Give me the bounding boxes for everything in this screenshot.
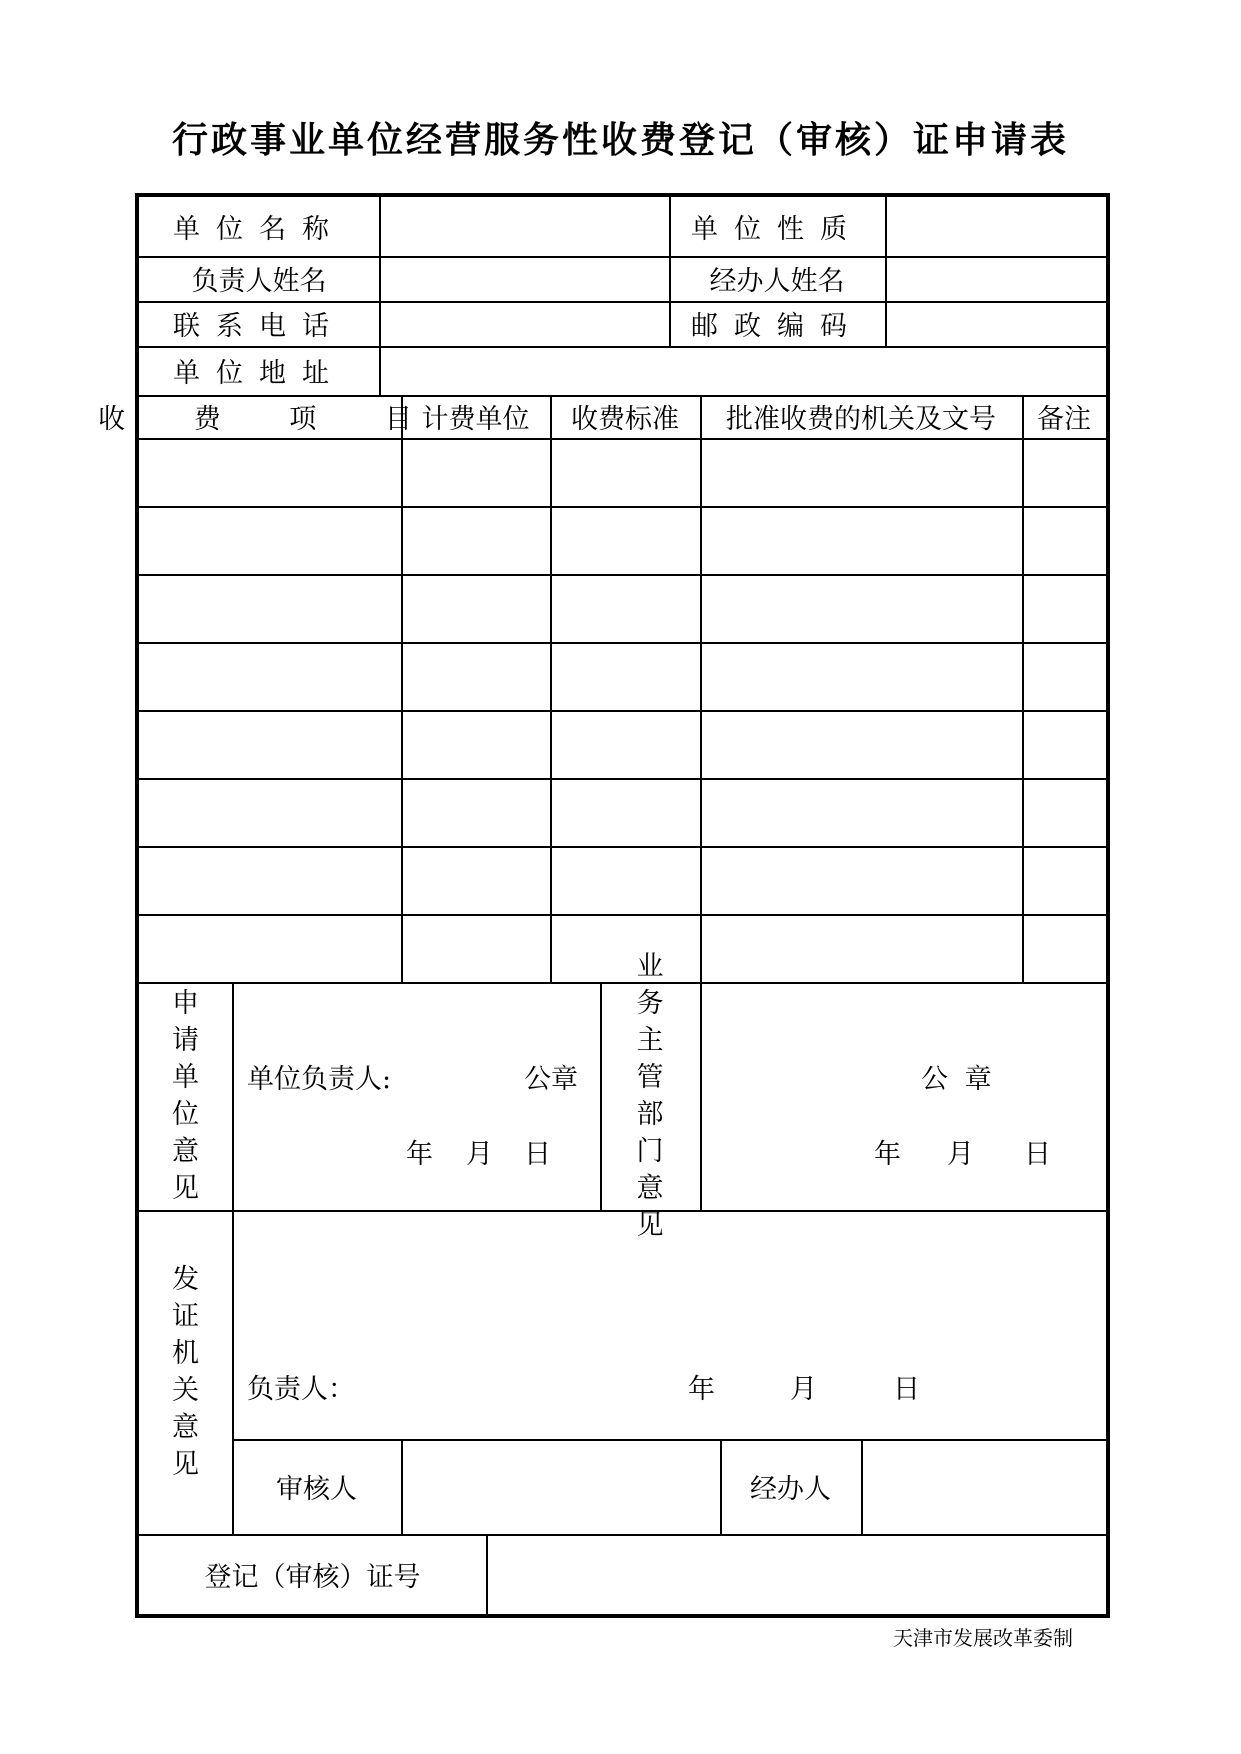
fee-table-body — [139, 438, 1106, 982]
fee-header-remark: 备注 — [1037, 404, 1091, 435]
fee-header-approval: 批准收费的机关及文号 — [726, 404, 996, 435]
phone-label: 联系电话 — [173, 311, 345, 342]
table-row[interactable] — [139, 710, 1106, 778]
table-row[interactable] — [139, 506, 1106, 574]
department-day-label: 日 — [1024, 1139, 1051, 1170]
department-seal-label: 公 章 — [921, 1064, 992, 1095]
table-row[interactable] — [139, 574, 1106, 642]
issuer-day-label: 日 — [893, 1374, 920, 1405]
department-year-label: 年 — [874, 1139, 901, 1170]
postcode-label: 邮政编码 — [691, 311, 863, 342]
handler-name-label: 经办人姓名 — [709, 266, 845, 297]
certificate-number-field[interactable] — [488, 1536, 1106, 1614]
issuer-handler-field[interactable] — [863, 1441, 1106, 1534]
phone-field[interactable] — [381, 301, 669, 346]
form-title: 行政事业单位经营服务性收费登记（审核）证申请表 — [171, 120, 1069, 161]
address-field[interactable] — [381, 346, 1106, 395]
certificate-number-label: 登记（审核）证号 — [204, 1561, 421, 1593]
issuer-handler-label: 经办人 — [750, 1474, 831, 1505]
department-opinion-label: 业务主管部门意见 — [636, 951, 664, 1241]
applicant-year-label: 年 — [406, 1139, 433, 1170]
applicant-seal-label: 公章 — [524, 1064, 578, 1095]
issuer-year-label: 年 — [688, 1374, 715, 1405]
handler-name-field[interactable] — [887, 256, 1106, 301]
issuer-month-label: 月 — [790, 1374, 817, 1405]
applicant-leader-label: 单位负责人: — [247, 1064, 392, 1095]
applicant-opinion-label: 申请单位意见 — [172, 988, 199, 1204]
fee-header-standard: 收费标准 — [571, 404, 679, 435]
unit-nature-label: 单位性质 — [691, 214, 863, 245]
footer-issuer: 天津市发展改革委制 — [893, 1626, 1073, 1650]
applicant-day-label: 日 — [524, 1139, 551, 1170]
applicant-opinion-field[interactable] — [234, 984, 600, 1210]
person-in-charge-label: 负责人姓名 — [191, 266, 327, 297]
reviewer-field[interactable] — [403, 1441, 720, 1534]
reviewer-label: 审核人 — [276, 1474, 357, 1505]
fee-header-unit: 计费单位 — [421, 404, 530, 435]
issuer-leader-label: 负责人： — [247, 1374, 355, 1405]
postcode-field[interactable] — [887, 301, 1106, 346]
address-label: 单位地址 — [173, 358, 345, 389]
table-row[interactable] — [139, 642, 1106, 710]
table-row[interactable] — [139, 438, 1106, 506]
table-row[interactable] — [139, 914, 1106, 982]
department-month-label: 月 — [947, 1139, 974, 1170]
unit-nature-field[interactable] — [887, 197, 1106, 256]
table-row[interactable] — [139, 846, 1106, 914]
issuer-opinion-field[interactable] — [234, 1212, 1106, 1439]
unit-name-label: 单位名称 — [173, 214, 345, 245]
application-form — [98, 193, 1110, 1618]
fee-header-item: 收 费 项 目 — [98, 404, 442, 435]
department-opinion-field[interactable] — [702, 984, 1106, 1210]
table-row[interactable] — [139, 778, 1106, 846]
issuer-opinion-label: 发证机关意见 — [172, 1264, 199, 1480]
person-in-charge-field[interactable] — [381, 256, 669, 301]
unit-name-field[interactable] — [381, 197, 669, 256]
applicant-month-label: 月 — [466, 1139, 493, 1170]
